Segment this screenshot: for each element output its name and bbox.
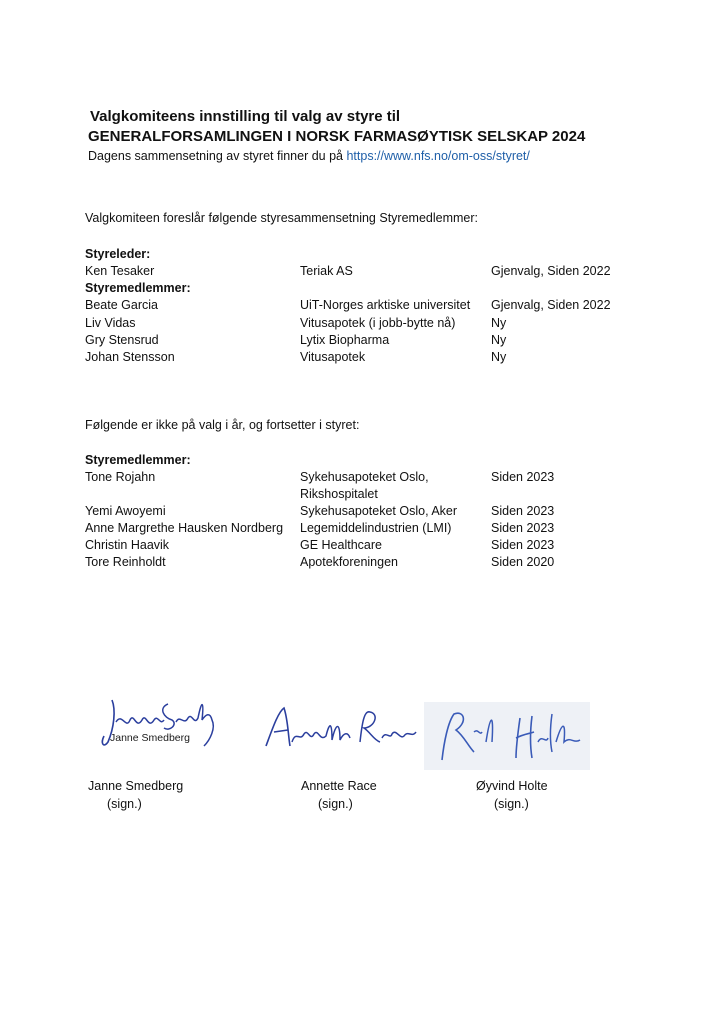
- table-row: [85, 555, 645, 572]
- member-name: Anne Margrethe Hausken Nordberg: [85, 521, 284, 535]
- chair-heading: Styreleder:: [85, 247, 151, 261]
- table-row: [85, 538, 645, 555]
- member-org: Vitusapotek (i jobb-bytte nå): [300, 316, 456, 330]
- intro-text: [88, 149, 530, 163]
- member-status: Gjenvalg, Siden 2022: [491, 298, 611, 312]
- member-name: Christin Haavik: [85, 538, 170, 552]
- member-org-line2: Rikshospitalet: [300, 487, 378, 501]
- signer-name: Annette Race: [301, 779, 377, 793]
- continuing-heading: Styremedlemmer:: [85, 453, 191, 467]
- member-status: Siden 2023: [491, 504, 555, 518]
- signer-sign: (sign.): [107, 797, 142, 811]
- document-title-line1: Valgkomiteens innstilling til valg av styre til: [90, 108, 401, 125]
- table-row: [85, 316, 645, 333]
- member-name: Johan Stensson: [85, 350, 175, 364]
- member-org: Teriak AS: [300, 264, 353, 278]
- signature-oyvind-holte: [424, 702, 590, 770]
- document-title-line2: GENERALFORSAMLINGEN I NORSK FARMASØYTISK SELSKAP 2024: [88, 128, 586, 145]
- table-row: [85, 264, 645, 281]
- member-status: Ny: [491, 316, 507, 330]
- table-row: [85, 521, 645, 538]
- member-org: Vitusapotek: [300, 350, 366, 364]
- styret-link[interactable]: https://www.nfs.no/om-oss/styret/: [346, 149, 530, 163]
- member-status: Gjenvalg, Siden 2022: [491, 264, 611, 278]
- table-row: [85, 487, 645, 504]
- intro-label: Dagens sammensetning av styret finner du på: [88, 149, 347, 163]
- member-name: Tone Rojahn: [85, 470, 156, 484]
- table-row: [85, 333, 645, 350]
- member-status: Siden 2023: [491, 538, 555, 552]
- signer-name: Øyvind Holte: [476, 779, 548, 793]
- signer-sign: (sign.): [494, 797, 529, 811]
- table-row: [85, 470, 645, 487]
- continuing-lead: Følgende er ikke på valg i år, og fortsetter i styret:: [85, 418, 360, 432]
- signature-janne-smedberg: [98, 690, 228, 760]
- proposal-lead: Valgkomiteen foreslår følgende styresammensetning Styremedlemmer:: [85, 211, 478, 225]
- signer-name: Janne Smedberg: [88, 779, 184, 793]
- member-org: Apotekforeningen: [300, 555, 398, 569]
- member-org: Sykehusapoteket Oslo, Aker: [300, 504, 458, 518]
- members-heading: Styremedlemmer:: [85, 281, 191, 295]
- member-status: Siden 2023: [491, 470, 555, 484]
- member-org: Lytix Biopharma: [300, 333, 390, 347]
- member-org: Legemiddelindustrien (LMI): [300, 521, 452, 535]
- member-status: Siden 2020: [491, 555, 555, 569]
- member-name: Tore Reinholdt: [85, 555, 166, 569]
- member-name: Beate Garcia: [85, 298, 158, 312]
- table-row: [85, 350, 645, 367]
- member-name: Gry Stensrud: [85, 333, 159, 347]
- table-row: [85, 298, 645, 315]
- member-name: Ken Tesaker: [85, 264, 155, 278]
- member-name: Liv Vidas: [85, 316, 136, 330]
- table-row: [85, 504, 645, 521]
- member-status: Ny: [491, 333, 507, 347]
- signature-stamp: Janne Smedberg: [110, 732, 190, 744]
- member-org: UiT-Norges arktiske universitet: [300, 298, 471, 312]
- member-org: Sykehusapoteket Oslo,: [300, 470, 429, 484]
- member-status: Siden 2023: [491, 521, 555, 535]
- member-status: Ny: [491, 350, 507, 364]
- signature-annette-race: [262, 702, 422, 754]
- signer-sign: (sign.): [318, 797, 353, 811]
- member-org: GE Healthcare: [300, 538, 382, 552]
- member-name: Yemi Awoyemi: [85, 504, 166, 518]
